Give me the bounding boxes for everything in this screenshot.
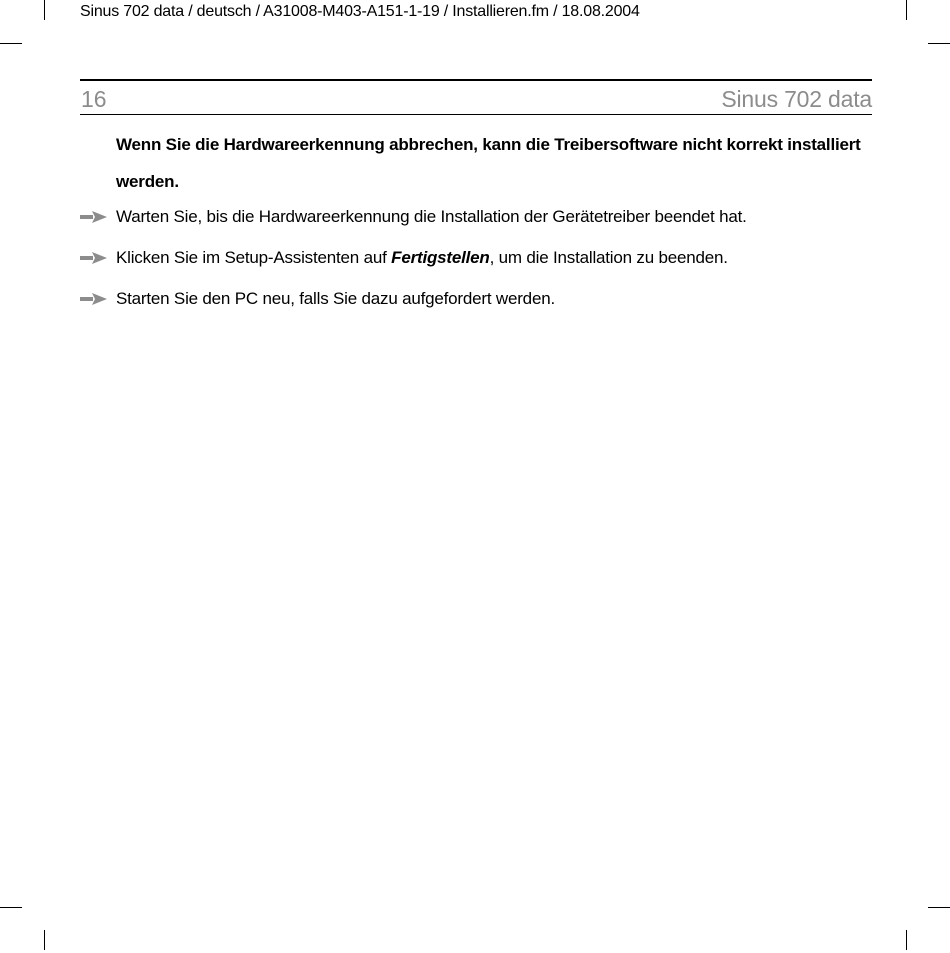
crop-mark-top-right (906, 0, 907, 20)
file-header: Sinus 702 data / deutsch / A31008-M403-A151-1-19 / Installieren.fm / 18.08.2004 (80, 3, 640, 20)
crop-mark-bottom-left (44, 930, 45, 950)
warning-note: Wenn Sie die Hardwareerkennung abbrechen, kann die Treibersoftware nicht korrekt installiert werden. (116, 135, 861, 191)
document-title: Sinus 702 data (721, 86, 872, 112)
crop-mark-top-left (44, 0, 45, 20)
double-arrow-icon (80, 210, 108, 224)
double-arrow-icon (80, 292, 108, 306)
double-arrow-icon (80, 251, 108, 265)
fertigstellen-button-reference: Fertigstellen (391, 248, 490, 267)
page-number: 16 (81, 86, 107, 112)
crop-mark-right-lower (928, 907, 950, 908)
crop-mark-right-upper (928, 43, 950, 44)
instruction-text: Starten Sie den PC neu, falls Sie dazu aufgefordert werden. (116, 289, 555, 308)
instruction-text (116, 246, 728, 270)
crop-mark-bottom-right (906, 930, 907, 950)
instruction-text: Warten Sie, bis die Hardwareerkennung die Installation der Gerätetreiber beendet hat. (116, 207, 747, 226)
instruction-text-before: Klicken Sie im Setup-Assistenten auf (116, 248, 392, 267)
crop-mark-left-lower (0, 907, 22, 908)
crop-mark-left-upper (0, 43, 22, 44)
instruction-text-after: , um die Installation zu beenden. (489, 248, 728, 267)
page-header (80, 79, 872, 115)
